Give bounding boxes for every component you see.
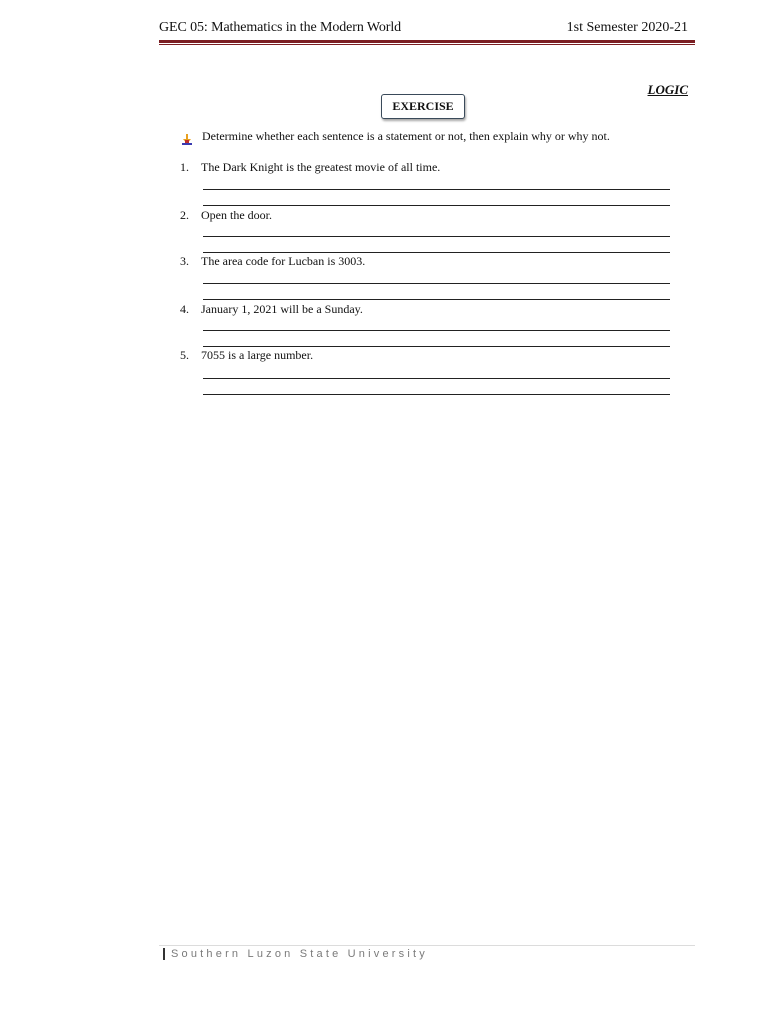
exercise-heading — [381, 94, 465, 119]
question-number: 4. — [180, 302, 189, 316]
question-number: 1. — [180, 160, 189, 174]
question-number: 3. — [180, 254, 189, 268]
page-footer — [163, 948, 428, 960]
answer-line[interactable] — [203, 283, 670, 284]
course-title: GEC 05: Mathematics in the Modern World — [159, 20, 402, 35]
answer-line[interactable] — [203, 378, 670, 379]
semester-label: 1st Semester 2020-21 — [566, 20, 688, 35]
answer-line[interactable] — [203, 205, 670, 206]
header-rule — [159, 40, 695, 43]
answer-line[interactable] — [203, 189, 670, 190]
header-rule-thin — [159, 44, 695, 45]
bullet-arrow-icon — [181, 131, 193, 143]
answer-line[interactable] — [203, 330, 670, 331]
answer-line[interactable] — [203, 299, 670, 300]
question-text: The Dark Knight is the greatest movie of all time. — [201, 160, 441, 174]
exercise-label: EXERCISE — [392, 99, 454, 113]
instruction-text: Determine whether each sentence is a statement or not, then explain why or why not. — [202, 129, 610, 143]
answer-line[interactable] — [203, 346, 670, 347]
footer-university: Southern Luzon State University — [171, 948, 428, 960]
answer-line[interactable] — [203, 236, 670, 237]
topic-label: LOGIC — [647, 82, 688, 97]
answer-line[interactable] — [203, 394, 670, 395]
instruction — [181, 129, 610, 144]
question-number: 5. — [180, 348, 189, 362]
page-header — [159, 20, 695, 40]
question-text: January 1, 2021 will be a Sunday. — [201, 302, 363, 316]
footer-rule — [159, 945, 695, 946]
question-text: 7055 is a large number. — [201, 348, 314, 362]
question-text: The area code for Lucban is 3003. — [201, 254, 366, 268]
answer-line[interactable] — [203, 252, 670, 253]
question-text: Open the door. — [201, 208, 272, 222]
footer-bar — [163, 948, 165, 960]
question-number: 2. — [180, 208, 189, 222]
